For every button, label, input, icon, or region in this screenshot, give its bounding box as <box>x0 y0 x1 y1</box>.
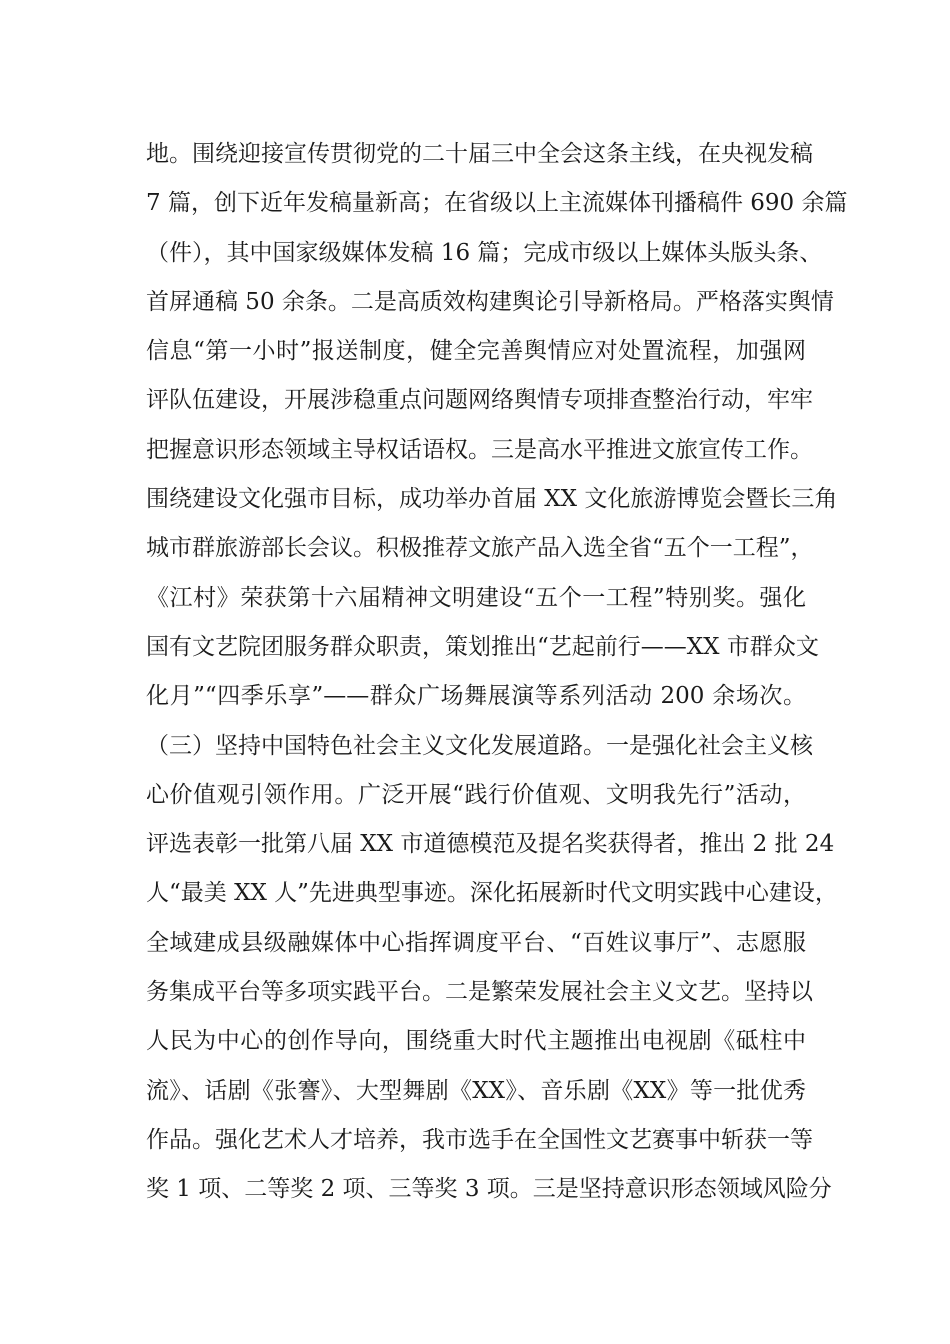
text-line: 化月”“四季乐享”——群众广场舞展演等系列活动 200 余场次。 <box>146 683 806 710</box>
text-line: 地。围绕迎接宣传贯彻党的二十届三中全会这条主线，在央视发稿 <box>146 141 813 167</box>
text-line: 把握意识形态领域主导权话语权。三是高水平推进文旅宣传工作。 <box>146 436 813 463</box>
text-line: 城市群旅游部长会议。积极推荐文旅产品入选全省“五个一工程”， <box>146 535 814 562</box>
body-text <box>146 130 848 1215</box>
text-line: 奖 1 项、二等奖 2 项、三等奖 3 项。三是坚持意识形态领域风险分 <box>146 1176 832 1203</box>
text-line: 首屏通稿 50 余条。二是高质效构建舆论引导新格局。严格落实舆情 <box>146 288 834 315</box>
section-heading-line: （三）坚持中国特色社会主义文化发展道路。一是强化社会主义核 <box>146 732 813 759</box>
text-line: 心价值观引领作用。广泛开展“践行价值观、文明我先行”活动， <box>146 781 806 808</box>
text-line: 流》、话剧《张謇》、大型舞剧《XX》、音乐剧《XX》等一批优秀 <box>146 1077 806 1104</box>
text-line: 评选表彰一批第八届 XX 市道德模范及提名奖获得者，推出 2 批 24 <box>146 831 835 858</box>
text-line: 作品。强化艺术人才培养，我市选手在全国性文艺赛事中斩获一等 <box>146 1126 813 1153</box>
text-line: 人“最美 XX 人”先进典型事迹。深化拓展新时代文明实践中心建设， <box>146 880 838 907</box>
text-line: 信息“第一小时”报送制度，健全完善舆情应对处置流程，加强网 <box>146 338 806 365</box>
text-line: 人民为中心的创作导向，围绕重大时代主题推出电视剧《砥柱中 <box>146 1028 806 1055</box>
text-line: 7 篇，创下近年发稿量新高；在省级以上主流媒体刊播稿件 690 余篇 <box>146 190 848 217</box>
text-line: 国有文艺院团服务群众职责，策划推出“艺起前行——XX 市群众文 <box>146 633 819 660</box>
text-line: 围绕建设文化强市目标，成功举办首届 XX 文化旅游博览会暨长三角 <box>146 486 838 513</box>
text-line: 《江村》荣获第十六届精神文明建设“五个一工程”特别奖。强化 <box>146 584 806 611</box>
text-line: （件），其中国家级媒体发稿 16 篇；完成市级以上媒体头版头条、 <box>146 239 823 266</box>
text-line: 务集成平台等多项实践平台。二是繁荣发展社会主义文艺。坚持以 <box>146 979 813 1006</box>
text-line: 评队伍建设，开展涉稳重点问题网络舆情专项排查整治行动，牢牢 <box>146 387 813 414</box>
text-line: 全域建成县级融媒体中心指挥调度平台、“百姓议事厅”、志愿服 <box>146 929 806 956</box>
